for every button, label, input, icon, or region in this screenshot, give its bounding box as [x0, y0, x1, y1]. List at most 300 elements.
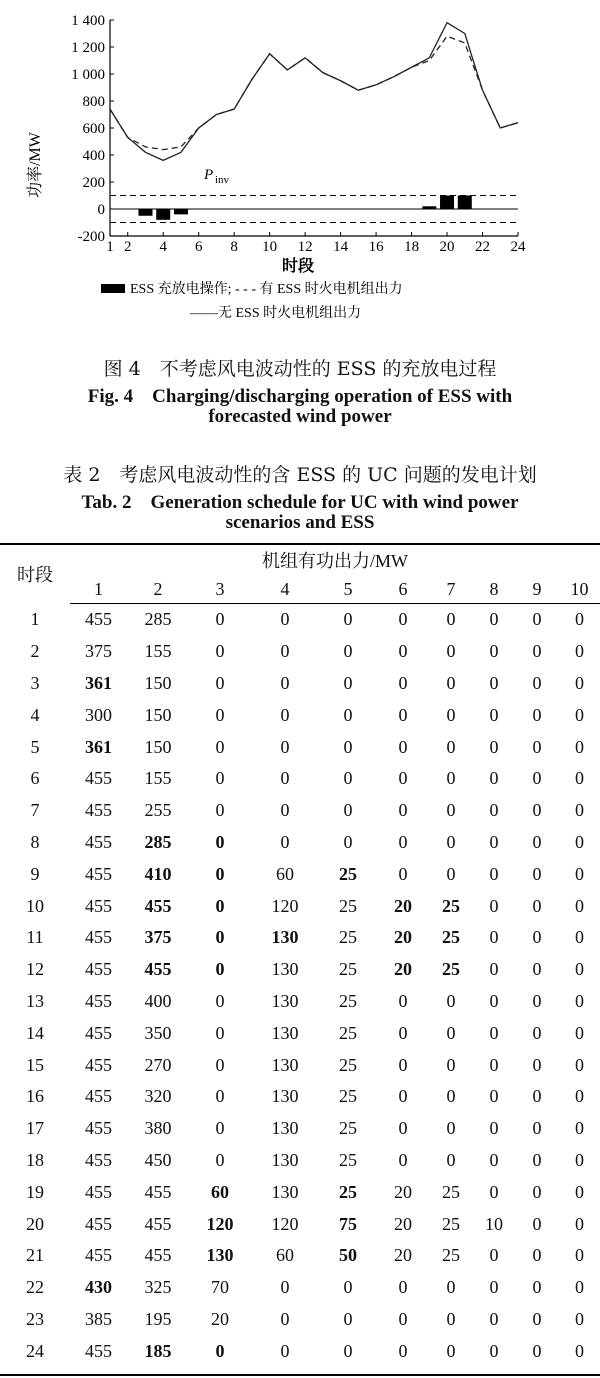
output-cell: 0 — [489, 895, 499, 916]
output-cell: 0 — [532, 1149, 542, 1170]
output-cell: 25 — [339, 959, 357, 980]
output-cell: 361 — [85, 672, 112, 693]
series-without-ess-line — [110, 23, 518, 161]
table-row — [0, 986, 600, 1018]
output-cell: 0 — [532, 672, 542, 693]
output-cell: 25 — [339, 1086, 357, 1107]
output-cell: 25 — [442, 1213, 460, 1234]
output-cell: 0 — [532, 736, 542, 757]
y-axis-label: 功率/MW — [27, 132, 44, 198]
output-cell: 0 — [343, 800, 353, 821]
output-cell: 0 — [575, 959, 584, 980]
output-cell: 375 — [144, 927, 172, 948]
output-cell: 150 — [144, 736, 172, 757]
table-row — [0, 954, 600, 986]
output-cell: 0 — [532, 1054, 542, 1075]
output-cell: 0 — [575, 768, 584, 789]
output-cell: 0 — [215, 990, 225, 1011]
output-cell: 0 — [446, 704, 456, 725]
output-cell: 0 — [446, 1118, 456, 1139]
period-cell: 24 — [26, 1340, 44, 1361]
ess-bar — [458, 196, 472, 210]
output-cell: 385 — [85, 1308, 112, 1329]
output-cell: 455 — [85, 1181, 112, 1202]
table-row — [0, 890, 600, 922]
output-cell: 0 — [532, 1277, 542, 1298]
output-cell: 0 — [489, 1308, 499, 1329]
output-cell: 0 — [532, 895, 542, 916]
legend-line2: ——无 ESS 时火电机组出力 — [190, 306, 362, 321]
output-cell: 20 — [394, 927, 412, 948]
output-cell: 0 — [532, 1118, 542, 1139]
period-cell: 4 — [30, 704, 40, 725]
output-cell: 0 — [532, 863, 542, 884]
output-cell: 0 — [215, 768, 225, 789]
y-tick-label: 200 — [82, 175, 105, 191]
output-cell: 0 — [215, 1054, 225, 1075]
table-caption-cn: 表 2 考虑风电波动性的含 ESS 的 UC 问题的发电计划 — [63, 464, 537, 486]
legend-line1: ESS 充放电操作; - - - 有 ESS 时火电机组出力 — [130, 282, 403, 297]
output-cell: 0 — [489, 704, 499, 725]
ess-bar — [174, 209, 188, 214]
output-cell: 0 — [489, 1086, 499, 1107]
table-row — [0, 1049, 600, 1081]
output-cell: 285 — [144, 609, 172, 630]
output-cell: 75 — [339, 1213, 357, 1234]
x-tick-label: 24 — [510, 239, 526, 255]
period-cell: 20 — [26, 1213, 44, 1234]
output-cell: 0 — [398, 863, 408, 884]
table-row — [0, 1145, 600, 1177]
output-cell: 0 — [446, 1308, 456, 1329]
ess-bar — [138, 209, 152, 216]
x-tick-label: 18 — [404, 239, 420, 255]
unit-header-3: 3 — [189, 575, 251, 604]
period-cell: 9 — [30, 863, 40, 884]
output-cell: 455 — [85, 1118, 112, 1139]
ess-bar — [440, 196, 454, 210]
output-cell: 320 — [144, 1086, 172, 1107]
output-cell: 0 — [532, 959, 542, 980]
output-cell: 130 — [271, 990, 299, 1011]
output-cell: 0 — [575, 1054, 584, 1075]
output-cell: 0 — [532, 768, 542, 789]
group-header: 机组有功出力/MW — [262, 551, 408, 571]
table-row — [0, 1272, 600, 1304]
output-cell: 455 — [85, 768, 112, 789]
output-cell: 0 — [343, 704, 353, 725]
y-tick-label: 1 400 — [71, 13, 105, 29]
output-cell: 0 — [575, 1181, 584, 1202]
x-tick-label: 2 — [123, 239, 132, 255]
output-cell: 155 — [144, 768, 172, 789]
output-cell: 0 — [215, 736, 225, 757]
period-cell: 13 — [26, 990, 44, 1011]
output-cell: 455 — [85, 1086, 112, 1107]
output-cell: 0 — [215, 800, 225, 821]
ess-bar — [422, 206, 436, 209]
output-cell: 455 — [85, 609, 112, 630]
output-cell: 0 — [532, 609, 542, 630]
output-cell: 20 — [394, 1181, 412, 1202]
output-cell: 0 — [398, 1086, 408, 1107]
chart-series — [110, 23, 518, 220]
output-cell: 25 — [339, 895, 357, 916]
unit-header-9: 9 — [515, 575, 559, 604]
period-cell: 14 — [26, 1022, 44, 1043]
output-cell: 455 — [85, 990, 112, 1011]
output-cell: 0 — [215, 863, 225, 884]
period-cell: 11 — [26, 927, 44, 948]
output-cell: 0 — [489, 768, 499, 789]
output-cell: 455 — [85, 1149, 112, 1170]
output-cell: 0 — [532, 1308, 542, 1329]
output-cell: 0 — [489, 831, 499, 852]
period-cell: 3 — [30, 672, 40, 693]
output-cell: 155 — [144, 641, 172, 662]
period-cell: 12 — [26, 959, 44, 980]
output-cell: 0 — [532, 1245, 542, 1266]
output-cell: 380 — [144, 1118, 172, 1139]
period-cell: 22 — [26, 1277, 44, 1298]
output-cell: 0 — [215, 959, 225, 980]
output-cell: 0 — [575, 895, 584, 916]
table-row — [0, 1017, 600, 1049]
output-cell: 0 — [575, 927, 584, 948]
output-cell: 0 — [575, 1149, 584, 1170]
output-cell: 0 — [532, 927, 542, 948]
table-row — [0, 827, 600, 859]
table-row — [0, 763, 600, 795]
period-cell: 21 — [26, 1245, 44, 1266]
x-tick-label: 8 — [230, 239, 238, 255]
output-cell: 455 — [85, 1054, 112, 1075]
output-cell: 25 — [442, 1245, 460, 1266]
ess-bar — [156, 209, 170, 220]
output-cell: 0 — [575, 609, 584, 630]
output-cell: 375 — [85, 641, 112, 662]
output-cell: 130 — [271, 1054, 299, 1075]
output-cell: 0 — [398, 1149, 408, 1170]
output-cell: 130 — [271, 1086, 299, 1107]
output-cell: 0 — [446, 1277, 456, 1298]
output-cell: 0 — [575, 990, 584, 1011]
output-cell: 0 — [575, 800, 584, 821]
output-cell: 60 — [211, 1181, 229, 1202]
output-cell: 60 — [276, 863, 294, 884]
output-cell: 0 — [575, 641, 584, 662]
table-row — [0, 922, 600, 954]
output-cell: 0 — [489, 672, 499, 693]
table-row — [0, 858, 600, 890]
output-cell: 0 — [489, 1277, 499, 1298]
output-cell: 0 — [575, 1086, 584, 1107]
unit-header-10: 10 — [559, 575, 600, 604]
table-row — [0, 1335, 600, 1367]
output-cell: 455 — [144, 895, 172, 916]
output-cell: 255 — [144, 800, 172, 821]
output-cell: 25 — [442, 895, 460, 916]
output-cell: 455 — [85, 1340, 112, 1361]
output-cell: 455 — [144, 1213, 172, 1234]
output-cell: 0 — [280, 704, 290, 725]
output-cell: 25 — [339, 990, 357, 1011]
output-cell: 0 — [280, 800, 290, 821]
table-row — [0, 1113, 600, 1145]
output-cell: 0 — [280, 1277, 290, 1298]
output-cell: 0 — [489, 1245, 499, 1266]
period-cell: 6 — [30, 768, 40, 789]
output-cell: 120 — [271, 895, 299, 916]
period-cell: 7 — [30, 800, 40, 821]
output-cell: 455 — [144, 1245, 172, 1266]
output-cell: 0 — [575, 831, 584, 852]
x-axis-label: 时段 — [281, 258, 315, 275]
period-header: 时段 — [17, 565, 53, 586]
table-row — [0, 1208, 600, 1240]
output-cell: 20 — [211, 1308, 229, 1329]
output-cell: 195 — [144, 1308, 172, 1329]
output-cell: 0 — [398, 641, 408, 662]
output-cell: 0 — [575, 1213, 584, 1234]
output-cell: 0 — [489, 1054, 499, 1075]
output-cell: 25 — [442, 959, 460, 980]
output-cell: 0 — [532, 704, 542, 725]
output-cell: 455 — [85, 1022, 112, 1043]
output-cell: 0 — [343, 609, 353, 630]
output-cell: 0 — [398, 1277, 408, 1298]
output-cell: 0 — [280, 831, 290, 852]
output-cell: 0 — [489, 800, 499, 821]
chart-axes — [110, 20, 518, 236]
output-cell: 455 — [85, 959, 112, 980]
figure-caption-en-2: forecasted wind power — [208, 406, 392, 427]
output-cell: 0 — [446, 609, 456, 630]
output-cell: 0 — [215, 1086, 225, 1107]
period-cell: 17 — [26, 1118, 44, 1139]
output-cell: 0 — [446, 1022, 456, 1043]
output-cell: 455 — [85, 1213, 112, 1234]
output-cell: 120 — [271, 1213, 299, 1234]
p-inv-subscript: inv — [215, 174, 230, 186]
output-cell: 0 — [446, 1149, 456, 1170]
figure-caption-cn: 图 4 不考虑风电波动性的 ESS 的充放电过程 — [103, 358, 497, 380]
period-cell: 19 — [26, 1181, 44, 1202]
y-tick-label: 1 000 — [71, 67, 105, 83]
y-tick-label: 600 — [82, 121, 105, 137]
output-cell: 0 — [532, 1022, 542, 1043]
output-cell: 0 — [398, 990, 408, 1011]
output-cell: 0 — [446, 800, 456, 821]
output-cell: 0 — [280, 641, 290, 662]
output-cell: 50 — [339, 1245, 357, 1266]
table-row — [0, 604, 600, 636]
output-cell: 0 — [489, 863, 499, 884]
output-cell: 0 — [489, 959, 499, 980]
table-caption-en-2: scenarios and ESS — [225, 512, 375, 533]
output-cell: 0 — [215, 927, 225, 948]
output-cell: 0 — [446, 1340, 456, 1361]
unit-header-5: 5 — [319, 575, 377, 604]
output-cell: 20 — [394, 1245, 412, 1266]
output-cell: 270 — [144, 1054, 172, 1075]
output-cell: 0 — [398, 1340, 408, 1361]
table-row — [0, 731, 600, 763]
output-cell: 185 — [144, 1340, 172, 1361]
output-cell: 25 — [339, 1118, 357, 1139]
output-cell: 0 — [398, 831, 408, 852]
output-cell: 450 — [144, 1149, 172, 1170]
output-cell: 25 — [339, 1054, 357, 1075]
output-cell: 285 — [144, 831, 172, 852]
output-cell: 0 — [398, 1022, 408, 1043]
output-cell: 455 — [85, 831, 112, 852]
unit-header-7: 7 — [429, 575, 473, 604]
x-tick-label: 1 — [106, 239, 114, 255]
y-tick-label: -200 — [77, 229, 105, 245]
output-cell: 0 — [489, 1181, 499, 1202]
output-cell: 0 — [446, 1054, 456, 1075]
output-cell: 410 — [144, 863, 172, 884]
output-cell: 0 — [215, 831, 225, 852]
output-cell: 0 — [575, 672, 584, 693]
output-cell: 0 — [398, 609, 408, 630]
output-cell: 0 — [532, 800, 542, 821]
output-cell: 0 — [532, 1340, 542, 1361]
unit-header-row — [0, 575, 600, 604]
output-cell: 0 — [398, 768, 408, 789]
output-cell: 0 — [489, 1022, 499, 1043]
output-cell: 130 — [206, 1245, 234, 1266]
output-cell: 325 — [144, 1277, 172, 1298]
output-cell: 455 — [144, 1181, 172, 1202]
y-tick-labels — [71, 13, 114, 245]
output-cell: 130 — [271, 1149, 299, 1170]
output-cell: 0 — [343, 831, 353, 852]
output-cell: 430 — [85, 1277, 112, 1298]
output-cell: 0 — [215, 609, 225, 630]
y-tick-label: 400 — [82, 148, 105, 164]
output-cell: 0 — [343, 672, 353, 693]
output-cell: 0 — [446, 672, 456, 693]
output-cell: 0 — [215, 1022, 225, 1043]
output-cell: 0 — [215, 1149, 225, 1170]
y-tick-label: 800 — [82, 94, 105, 110]
output-cell: 120 — [206, 1213, 234, 1234]
table-row — [0, 795, 600, 827]
x-tick-label: 16 — [368, 239, 384, 255]
table-row — [0, 668, 600, 700]
output-cell: 0 — [343, 1308, 353, 1329]
output-cell: 25 — [339, 1181, 357, 1202]
table-body — [0, 604, 600, 1368]
output-cell: 0 — [398, 1308, 408, 1329]
output-cell: 130 — [271, 927, 299, 948]
period-cell: 18 — [26, 1149, 44, 1170]
output-cell: 0 — [446, 641, 456, 662]
output-cell: 0 — [446, 1086, 456, 1107]
output-cell: 0 — [215, 641, 225, 662]
p-inv-label: P — [204, 167, 214, 183]
output-cell: 0 — [215, 704, 225, 725]
unit-header-2: 2 — [127, 575, 189, 604]
output-cell: 150 — [144, 672, 172, 693]
output-cell: 0 — [532, 1086, 542, 1107]
output-cell: 0 — [280, 1308, 290, 1329]
output-cell: 0 — [280, 768, 290, 789]
table-caption-en-1: Tab. 2 Generation schedule for UC with wind power — [81, 492, 519, 513]
output-cell: 60 — [276, 1245, 294, 1266]
figure-4-chart — [0, 0, 600, 340]
period-cell: 8 — [30, 831, 40, 852]
output-cell: 455 — [85, 800, 112, 821]
output-cell: 0 — [215, 1118, 225, 1139]
output-cell: 0 — [446, 768, 456, 789]
output-cell: 0 — [446, 863, 456, 884]
x-tick-label: 4 — [159, 239, 167, 255]
chart-svg — [0, 0, 600, 340]
output-cell: 150 — [144, 704, 172, 725]
period-cell: 5 — [30, 736, 40, 757]
series-with-ess-line — [110, 36, 518, 149]
output-cell: 0 — [532, 641, 542, 662]
table-row — [0, 1176, 600, 1208]
output-cell: 455 — [85, 863, 112, 884]
output-cell: 0 — [398, 800, 408, 821]
output-cell: 0 — [532, 1213, 542, 1234]
output-cell: 0 — [446, 990, 456, 1011]
output-cell: 0 — [280, 672, 290, 693]
output-cell: 20 — [394, 1213, 412, 1234]
output-cell: 130 — [271, 1022, 299, 1043]
x-tick-label: 22 — [475, 239, 491, 255]
figure-caption-en-1: Fig. 4 Charging/discharging operation of ESS with — [87, 386, 513, 407]
output-cell: 0 — [343, 736, 353, 757]
y-tick-label: 1 200 — [71, 40, 105, 56]
table-bottom-rule — [0, 1374, 600, 1376]
output-cell: 0 — [489, 1340, 499, 1361]
output-cell: 25 — [339, 1022, 357, 1043]
output-cell: 0 — [489, 641, 499, 662]
unit-header-1: 1 — [70, 575, 127, 604]
output-cell: 0 — [343, 768, 353, 789]
x-tick-label: 20 — [439, 239, 455, 255]
output-cell: 0 — [575, 1277, 584, 1298]
output-cell: 25 — [339, 927, 357, 948]
output-cell: 350 — [144, 1022, 172, 1043]
table-row — [0, 636, 600, 668]
output-cell: 0 — [532, 1181, 542, 1202]
output-cell: 455 — [85, 927, 112, 948]
output-cell: 0 — [575, 1118, 584, 1139]
output-cell: 0 — [532, 990, 542, 1011]
output-cell: 455 — [85, 1245, 112, 1266]
output-cell: 0 — [343, 1277, 353, 1298]
output-cell: 0 — [398, 672, 408, 693]
generation-schedule-table — [0, 545, 600, 1367]
x-tick-label: 10 — [262, 239, 278, 255]
output-cell: 0 — [575, 1245, 584, 1266]
output-cell: 0 — [489, 736, 499, 757]
output-cell: 130 — [271, 1181, 299, 1202]
output-cell: 0 — [532, 831, 542, 852]
x-tick-label: 6 — [194, 239, 203, 255]
output-cell: 0 — [215, 672, 225, 693]
output-cell: 0 — [575, 1308, 584, 1329]
period-cell: 1 — [30, 609, 40, 630]
output-cell: 0 — [489, 927, 499, 948]
output-cell: 130 — [271, 1118, 299, 1139]
